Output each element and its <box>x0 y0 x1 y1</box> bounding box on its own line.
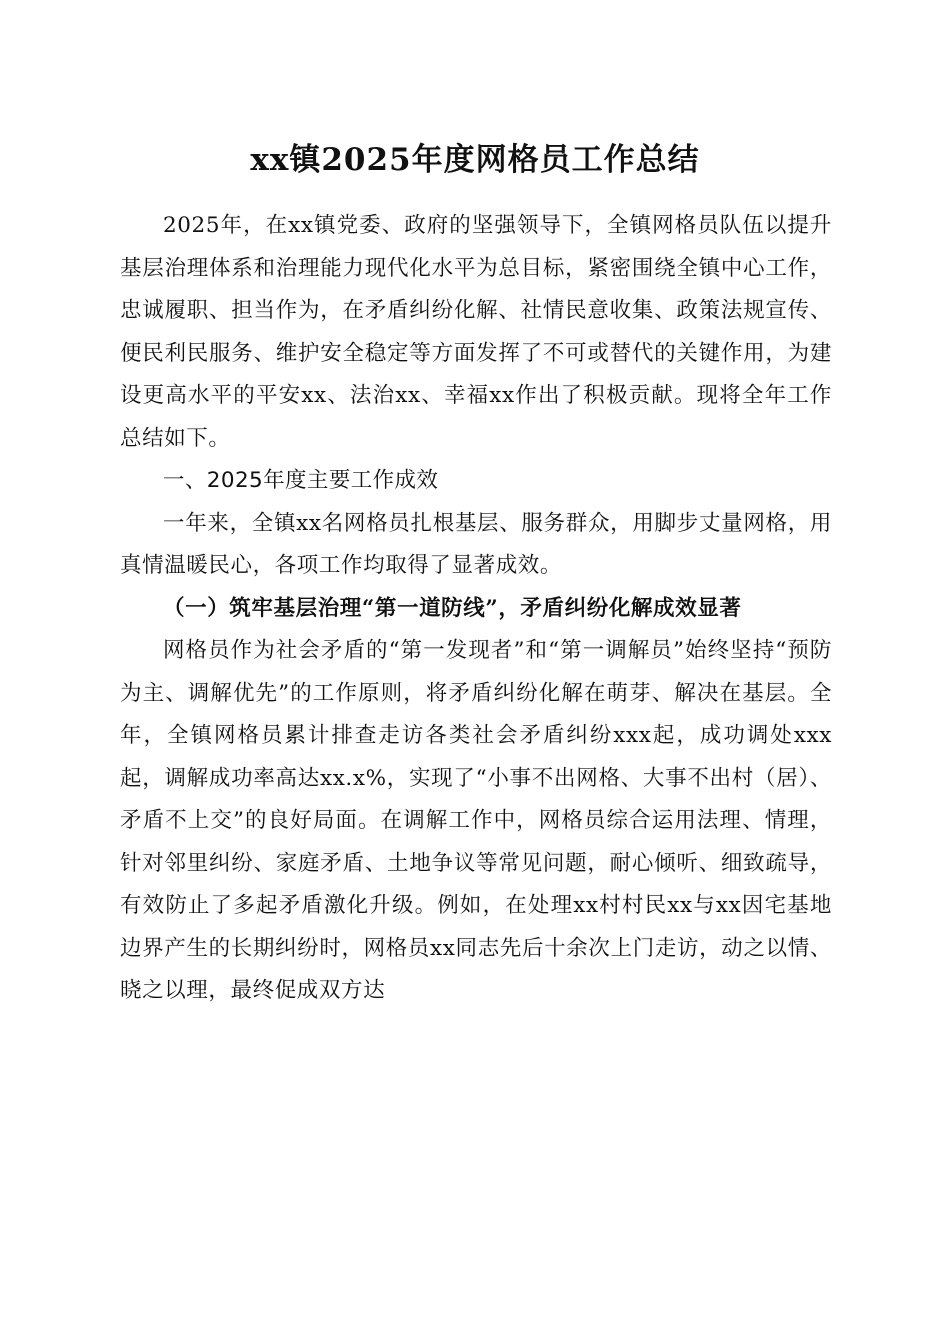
intro-paragraph: 2025年，在xx镇党委、政府的坚强领导下，全镇网格员队伍以提升基层治理体系和治理能力现代化水平为总目标，紧密围绕全镇中心工作，忠诚履职、担当作为，在矛盾纠纷化解、社情民意收集、政策法规宣传、便民利民服务、维护安全稳定等方面发挥了不可或替代的关键作用，为建设更高水平的平安xx、法治xx、幸福xx作出了积极贡献。现将全年工作总结如下。 <box>120 213 832 451</box>
document-title: xx镇2025年度网格员工作总结 <box>250 142 700 178</box>
section-heading: 一、2025年度主要工作成效 <box>163 468 439 493</box>
subsection-heading: （一）筑牢基层治理“第一道防线”，矛盾纠纷化解成效显著 <box>163 595 742 621</box>
subsection-body-paragraph: 网格员作为社会矛盾的“第一发现者”和“第一调解员”始终坚持“预防为主、调解优先”的工作原则，将矛盾纠纷化解在萌芽、解决在基层。全年，全镇网格员累计排查走访各类社会矛盾纠纷xxx起，成功调处xxx起，调解成功率高达xx.x%，实现了“小事不出网格、大事不出村（居）、矛盾不上交”的良好局面。在调解工作中，网格员综合运用法理、情理，针对邻里纠纷、家庭矛盾、土地争议等常见问题，耐心倾听、细致疏导，有效防止了多起矛盾激化升级。例如，在处理xx村村民xx与xx因宅基地边界产生的长期纠纷时，网格员xx同志先后十余次上门走访，动之以情、晓之以理，最终促成双方达 <box>120 638 832 1003</box>
document-body <box>120 205 832 1013</box>
section-intro-paragraph: 一年来，全镇xx名网格员扎根基层、服务群众，用脚步丈量网格，用真情温暖民心，各项工作均取得了显著成效。 <box>120 510 832 578</box>
